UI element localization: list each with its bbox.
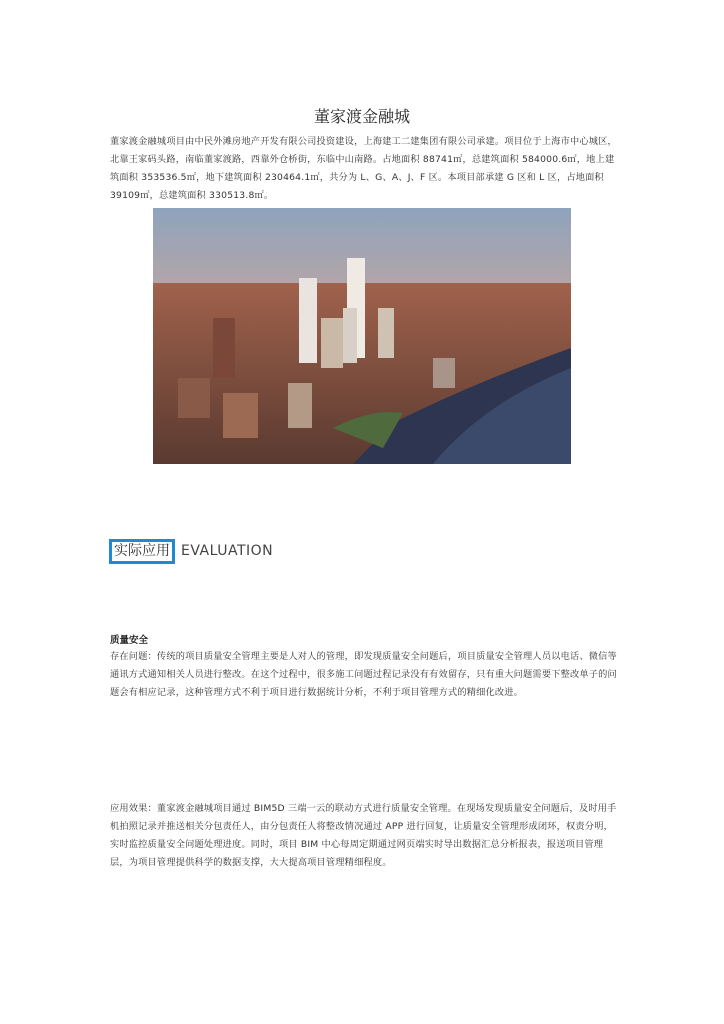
section-title-en: EVALUATION	[181, 543, 274, 559]
section-title-cn: 实际应用	[109, 539, 175, 564]
problem-paragraph: 存在问题：传统的项目质量安全管理主要是人对人的管理，即发现质量安全问题后，项目质量安全管理人员以电话、微信等通讯方式通知相关人员进行整改。在这个过程中，很多施工问题过程记录没有有效留存，只有重大问题需要下整改单子的问题会有相应记录，这种管理方式不利于项目进行数据统计分析，不利于项目管理方式的精细化改进。	[110, 651, 617, 698]
effect-paragraph: 应用效果：董家渡金融城项目通过 BIM5D 三端一云的联动方式进行质量安全管理。在现场发现质量安全问题后，及时用手机拍照记录并推送相关分包责任人，由分包责任人将整改情况通过 APP 进行回复，让质量安全管理形成闭环，权责分明，实时监控质量安全问题处理进度。同时，项目 BIM 中心每周定期通过网页端实时导出数据汇总分析报表，报送项目管理层，为项目管理提供科学的数据支撑，大大提高项目管理精细程度。	[110, 803, 617, 868]
city-skyline-image	[153, 208, 571, 464]
intro-paragraph: 董家渡金融城项目由中民外滩房地产开发有限公司投资建设，上海建工二建集团有限公司承建。项目位于上海市中心城区，北靠王家码头路，南临董家渡路，西靠外仓桥街，东临中山南路。占地面积 88741㎡，总建筑面积 584000.6㎡，地上建筑面积 353536.5㎡，地下建筑面积 230464.1㎡，共分为 L、G、A、J、F 区。本项目部承建 G 区和 L 区，占地面积 39109㎡，总建筑面积 330513.8㎡。	[110, 136, 617, 201]
subheading-quality-safety: 质量安全	[110, 635, 149, 646]
section-heading	[109, 538, 273, 564]
page-title: 董家渡金融城	[313, 107, 410, 126]
